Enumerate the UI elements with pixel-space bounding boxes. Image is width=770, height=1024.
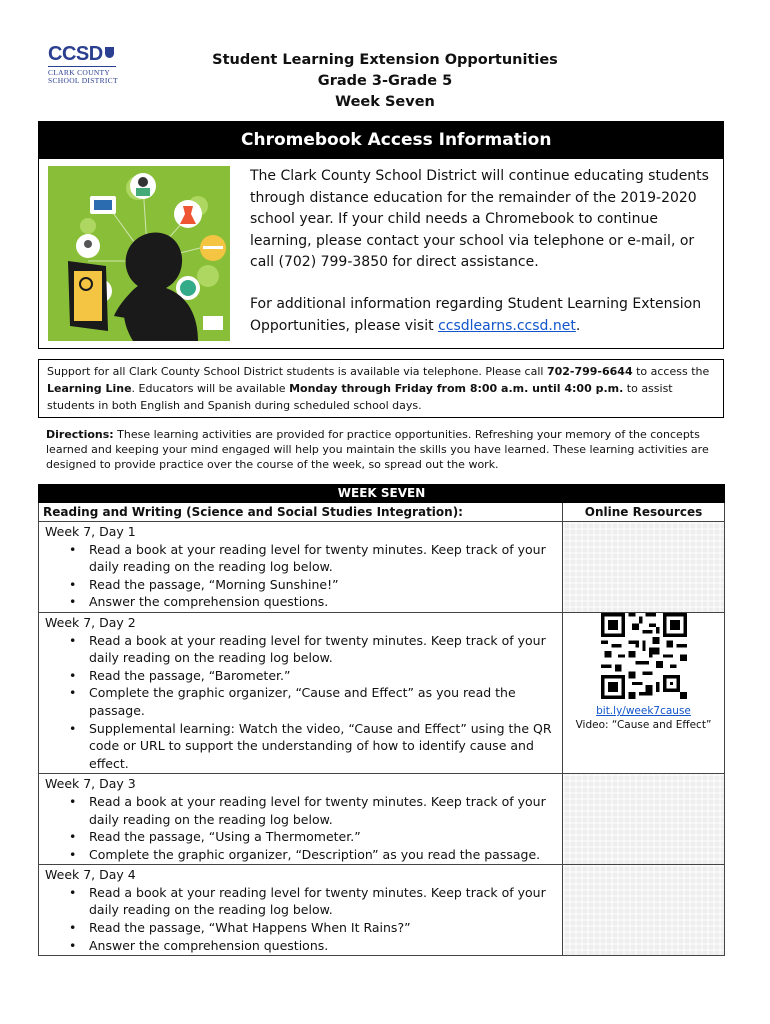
- title-line-1: Student Learning Extension Opportunities: [212, 52, 558, 68]
- resource-cell-day-3: [563, 774, 725, 865]
- day-label: Week 7, Day 1: [45, 524, 136, 539]
- illustration-svg: [48, 166, 230, 341]
- day-1-cell: [39, 522, 563, 613]
- table-row-day-1: [39, 522, 725, 613]
- support-box: [38, 359, 724, 418]
- directions: [46, 427, 716, 472]
- day-2-cell: [39, 612, 563, 773]
- list-item: • Read the passage, “Using a Thermometer.”: [89, 828, 556, 846]
- list-item: • Complete the graphic organizer, “Cause and Effect” as you read the passage.: [89, 684, 556, 719]
- title-line-3: Week Seven: [335, 94, 435, 110]
- column-header-reading: Reading and Writing (Science and Social Studies Integration):: [39, 503, 563, 522]
- logo-line-1: CLARK COUNTY: [48, 68, 111, 77]
- page-title: [0, 50, 770, 113]
- resource-cell-day-4: [563, 865, 725, 956]
- support-text-4: to assist students in both English and Spanish during scheduled school days.: [47, 382, 673, 412]
- day-4-cell: [39, 865, 563, 956]
- day-label: Week 7, Day 2: [45, 614, 136, 630]
- qr-code-icon[interactable]: [601, 613, 687, 699]
- support-phone: 702-799-6644: [546, 365, 633, 378]
- week-title: WEEK SEVEN: [39, 485, 725, 503]
- list-item: • Complete the graphic organizer, “Description” as you read the passage.: [89, 846, 556, 864]
- list-item: • Read the passage, “What Happens When It Rains?”: [89, 919, 556, 937]
- list-item: • Read a book at your reading level for twenty minutes. Keep track of your daily reading on the reading log below.: [89, 632, 556, 667]
- chromebook-paragraph-1: The Clark County School District will continue educating students through distance education for the remainder of the 2019-2020 school year. If your child needs a Chromebook to continue learning, please contact your school via telephone or e-mail, or call (702) 799-3850 for direct assistance.: [250, 168, 709, 270]
- list-item: • Read the passage, “Barometer.”: [89, 667, 556, 685]
- resource-cell-day-2: [563, 612, 725, 773]
- directions-text: These learning activities are provided for practice opportunities. Refreshing your memory of the concepts learned and keeping your mind engaged will help you maintain the skills you have learned. These learning activities are designed to provide practice over the course of the week, so spread out the work.: [46, 428, 709, 471]
- list-item: • Answer the comprehension questions.: [89, 593, 556, 611]
- support-text-1: Support for all Clark County School District students is available via telephone. Please call: [47, 365, 547, 378]
- support-text-2: to access the: [632, 365, 710, 378]
- week-title-row: [39, 485, 725, 503]
- chromebook-paragraph-2: [250, 294, 718, 337]
- logo-line-2: SCHOOL DISTRICT: [48, 76, 118, 85]
- video-caption: Video: “Cause and Effect”: [575, 718, 712, 731]
- support-hours: Monday through Friday from 8:00 a.m. until 4:00 p.m.: [289, 382, 624, 395]
- cause-effect-video-link[interactable]: bit.ly/week7cause: [596, 704, 691, 717]
- list-item: • Supplemental learning: Watch the video, “Cause and Effect” using the QR code or URL to support the understanding of how to identify cause and effect.: [89, 720, 556, 773]
- logo-text: CCSD: [48, 43, 103, 65]
- title-line-2: Grade 3-Grade 5: [317, 73, 453, 89]
- para2-suffix: .: [575, 317, 581, 334]
- table-row-day-3: [39, 774, 725, 865]
- list-item: • Read a book at your reading level for twenty minutes. Keep track of your daily reading on the reading log below.: [89, 884, 556, 919]
- table-row-day-4: [39, 865, 725, 956]
- list-item: • Read a book at your reading level for twenty minutes. Keep track of your daily reading on the reading log below.: [89, 541, 556, 576]
- week-seven-table: [38, 484, 725, 956]
- list-item: • Answer the comprehension questions.: [89, 937, 556, 955]
- list-item: • Read the passage, “Morning Sunshine!”: [89, 576, 556, 594]
- column-header-row: [39, 503, 725, 522]
- directions-label: Directions:: [46, 428, 114, 441]
- day-label: Week 7, Day 4: [45, 867, 136, 883]
- day-label: Week 7, Day 3: [45, 776, 136, 792]
- para2-prefix: For additional information regarding Student Learning Extension Opportunities, please visit: [250, 296, 702, 334]
- student-silhouette-illustration: [48, 166, 230, 341]
- resource-cell-day-1: [563, 522, 725, 613]
- ccsdlearns-link[interactable]: ccsdlearns.ccsd.net: [438, 317, 576, 334]
- chromebook-info-box: [38, 121, 724, 349]
- learning-line-name: Learning Line: [47, 382, 132, 395]
- table-row-day-2: [39, 612, 725, 773]
- list-item: • Read a book at your reading level for twenty minutes. Keep track of your daily reading on the reading log below.: [89, 793, 556, 828]
- support-text-3: . Educators will be available: [131, 382, 290, 395]
- chromebook-heading: Chromebook Access Information: [39, 122, 723, 159]
- column-header-resources: Online Resources: [563, 503, 725, 522]
- day-3-cell: [39, 774, 563, 865]
